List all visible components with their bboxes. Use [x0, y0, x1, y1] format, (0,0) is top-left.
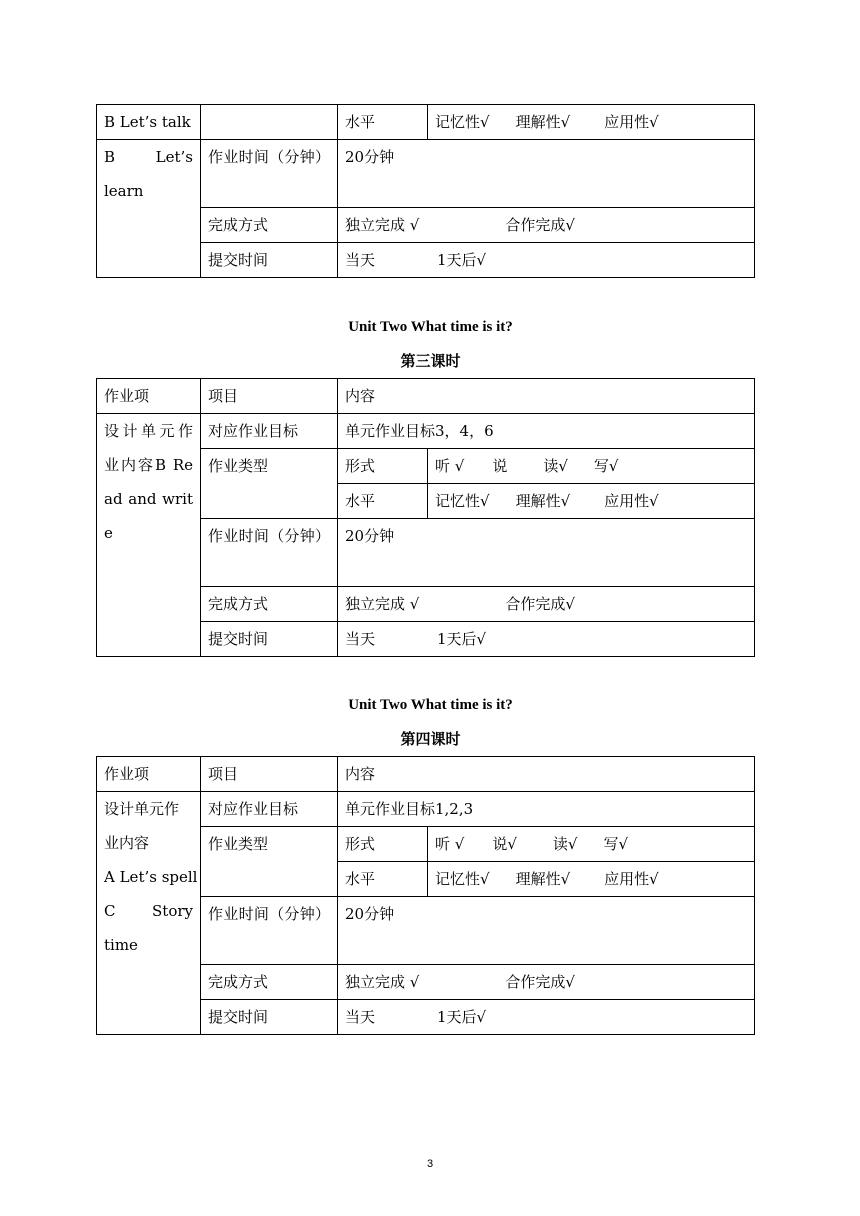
header-project: 项目 — [201, 379, 338, 414]
time-label: 作业时间（分钟） — [201, 897, 338, 965]
goal-label: 对应作业目标 — [201, 792, 338, 827]
lesson-content-cell: B Let’s learn — [97, 140, 201, 278]
submit-label: 提交时间 — [201, 622, 338, 657]
mode-label: 完成方式 — [201, 587, 338, 622]
homework-table-lesson-3 — [96, 378, 755, 657]
mode-label: 完成方式 — [201, 965, 338, 1000]
lesson-title: 第三课时 — [400, 352, 461, 370]
mode-label: 完成方式 — [201, 208, 338, 243]
form-label: 形式 — [338, 449, 428, 484]
header-item: 作业项 — [97, 757, 201, 792]
header-content: 内容 — [338, 379, 755, 414]
mode-values: 独立完成 √ 合作完成√ — [338, 587, 755, 622]
time-value: 20分钟 — [338, 897, 755, 965]
mode-values: 独立完成 √ 合作完成√ — [338, 208, 755, 243]
form-values: 听 √ 说 读√ 写√ — [428, 449, 755, 484]
goal-label: 对应作业目标 — [201, 414, 338, 449]
time-label: 作业时间（分钟） — [201, 519, 338, 587]
submit-values: 当天 1天后√ — [338, 622, 755, 657]
homework-table-continued — [96, 104, 755, 278]
goal-value: 单元作业目标1,2,3 — [338, 792, 755, 827]
submit-label: 提交时间 — [201, 1000, 338, 1035]
submit-values: 当天 1天后√ — [338, 243, 755, 278]
level-values: 记忆性√ 理解性√ 应用性√ — [428, 105, 755, 140]
time-value: 20分钟 — [338, 519, 755, 587]
header-project: 项目 — [201, 757, 338, 792]
time-value: 20分钟 — [338, 140, 755, 208]
header-content: 内容 — [338, 757, 755, 792]
goal-value: 单元作业目标3，4，6 — [338, 414, 755, 449]
homework-table-lesson-4 — [96, 756, 755, 1035]
page-number: 3 — [426, 1158, 434, 1170]
empty-cell — [201, 105, 338, 140]
submit-values: 当天 1天后√ — [338, 1000, 755, 1035]
lesson-text: B Let’s talk — [104, 113, 191, 131]
submit-label: 提交时间 — [201, 243, 338, 278]
header-item: 作业项 — [97, 379, 201, 414]
level-values: 记忆性√ 理解性√ 应用性√ — [428, 862, 755, 897]
level-label: 水平 — [338, 105, 428, 140]
level-label: 水平 — [338, 862, 428, 897]
unit-title: Unit Two What time is it? — [348, 319, 513, 335]
mode-values: 独立完成 √ 合作完成√ — [338, 965, 755, 1000]
unit-title: Unit Two What time is it? — [348, 697, 513, 713]
level-label: 水平 — [338, 484, 428, 519]
level-values: 记忆性√ 理解性√ 应用性√ — [428, 484, 755, 519]
type-label: 作业类型 — [201, 449, 338, 519]
type-label: 作业类型 — [201, 827, 338, 897]
design-content-cell: 设计单元作业内容B Read and write — [97, 414, 201, 657]
design-content-cell: 设计单元作 业内容 A Let’s spell C Story time — [97, 792, 201, 1035]
form-label: 形式 — [338, 827, 428, 862]
lesson-cell — [97, 105, 201, 140]
form-values: 听 √ 说√ 读√ 写√ — [428, 827, 755, 862]
lesson-title: 第四课时 — [400, 730, 461, 748]
time-label: 作业时间（分钟） — [201, 140, 338, 208]
